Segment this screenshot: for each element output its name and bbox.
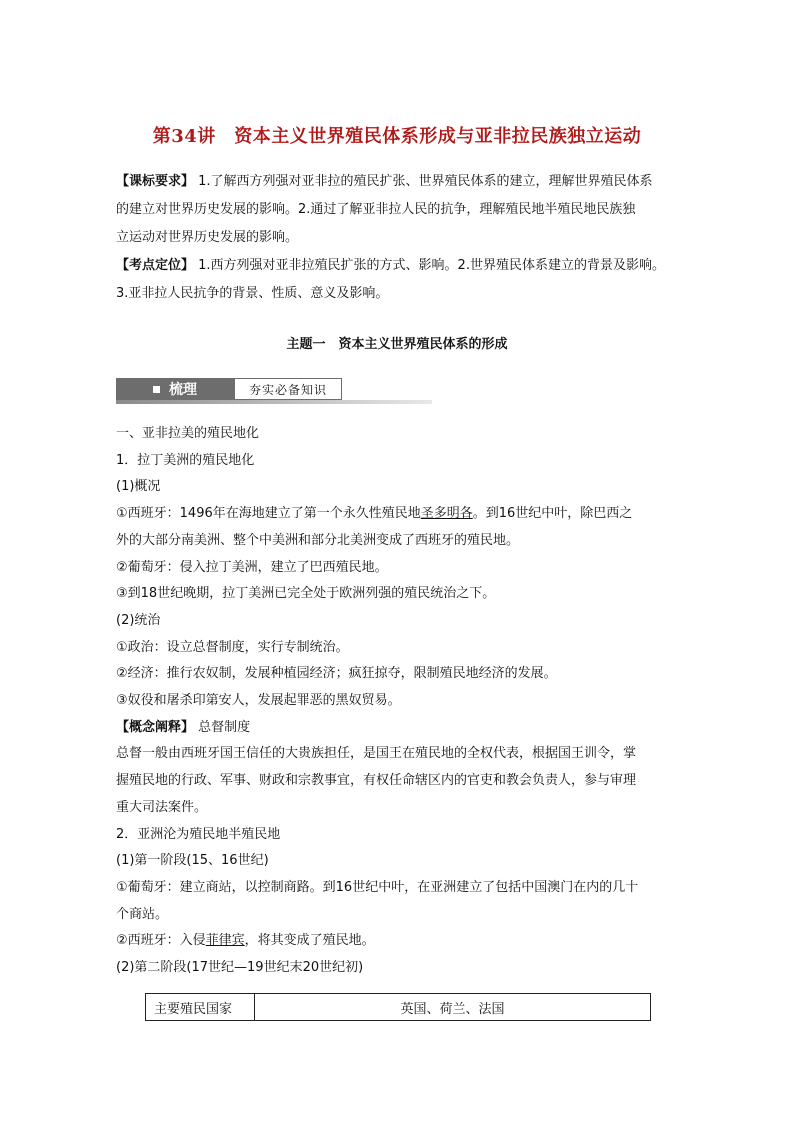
- section-heading: 一、亚非拉美的殖民地化: [116, 426, 260, 441]
- point-overview: (1)概况: [116, 479, 161, 495]
- subsection-heading-latin-america: 1．拉丁美洲的殖民地化: [116, 452, 255, 468]
- item-portugal-asia: ①葡萄牙：建立商站，以控制商路。到16世纪中叶，在亚洲建立了包括中国澳门在内的几十: [116, 879, 639, 895]
- item-spain-cont: 外的大部分南美洲、整个中美洲和部分北美洲变成了西班牙的殖民地。: [116, 532, 520, 548]
- colonial-powers-table: [145, 993, 651, 1021]
- concept-tag: 【概念阐释】: [116, 719, 195, 735]
- banner-underline: [116, 400, 432, 404]
- subsection-heading-asia: 2．亚洲沦为殖民地半殖民地: [116, 826, 281, 842]
- table-cell-value: 英国、荷兰、法国: [255, 994, 651, 1021]
- theme-heading: 主题一 资本主义世界殖民体系的形成: [286, 337, 508, 352]
- banner-secondary: 夯实必备知识: [234, 378, 342, 400]
- body-content: [116, 421, 686, 982]
- concept-heading: 【概念阐释】 总督制度: [116, 719, 251, 735]
- table-cell-label: 主要殖民国家: [146, 994, 255, 1021]
- positioning-line-2: 3.亚非拉人民抗争的背景、性质、意义及影响。: [116, 286, 389, 301]
- item-slavery: ③奴役和屠杀印第安人，发展起罪恶的黑奴贸易。: [116, 693, 401, 709]
- item-portugal-asia-cont: 个商站。: [116, 906, 169, 922]
- item-spain-asia: ②西班牙：入侵菲律宾，将其变成了殖民地。: [116, 933, 375, 949]
- item-spain: ①西班牙：1496年在海地建立了第一个永久性殖民地圣多明各。到16世纪中叶，除巴西之: [116, 506, 633, 522]
- requirements-line-1: 【课标要求】 1.了解西方列强对亚非拉的殖民扩张、世界殖民体系的建立，理解世界殖民体系: [116, 174, 653, 189]
- intro-block: [116, 168, 686, 308]
- requirements-line-2: 的建立对世界历史发展的影响。2.通过了解亚非拉人民的抗争，理解殖民地半殖民地民族独: [116, 202, 636, 217]
- concept-text-1: 总督一般由西班牙国王信任的大贵族担任，是国王在殖民地的全权代表，根据国王训令，掌: [116, 746, 637, 762]
- underlined-term: 圣多明各: [420, 506, 473, 522]
- item-economy: ②经济：推行农奴制，发展种植园经济；疯狂掠夺，限制殖民地经济的发展。: [116, 666, 557, 682]
- requirements-line-3: 立运动对世界历史发展的影响。: [116, 230, 299, 245]
- table-row: [146, 994, 651, 1021]
- underlined-term: 菲律宾: [205, 933, 245, 949]
- requirements-tag: 【课标要求】: [116, 174, 195, 189]
- positioning-tag: 【考点定位】: [116, 258, 195, 273]
- banner-primary: 梳理: [116, 378, 234, 400]
- square-bullet-icon: [153, 386, 160, 393]
- point-stage-1: (1)第一阶段(15、16世纪): [116, 853, 269, 869]
- item-politics: ①政治：设立总督制度，实行专制统治。: [116, 639, 349, 655]
- item-late-18th: ③到18世纪晚期，拉丁美洲已完全处于欧洲列强的殖民统治之下。: [116, 586, 496, 602]
- point-rule: (2)统治: [116, 612, 161, 628]
- positioning-line-1: 【考点定位】 1.西方列强对亚非拉殖民扩张的方式、影响。2.世界殖民体系建立的背景及影响。: [116, 258, 665, 273]
- lecture-title: 第34讲 资本主义世界殖民体系形成与亚非拉民族独立运动: [152, 126, 642, 147]
- concept-text-2: 握殖民地的行政、军事、财政和宗教事宜，有权任命辖区内的官吏和教会负责人，参与审理: [116, 773, 637, 789]
- concept-text-3: 重大司法案件。: [116, 799, 208, 815]
- section-banner: [116, 378, 432, 404]
- item-portugal: ②葡萄牙：侵入拉丁美洲，建立了巴西殖民地。: [116, 559, 388, 575]
- point-stage-2: (2)第二阶段(17世纪—19世纪末20世纪初): [116, 960, 364, 976]
